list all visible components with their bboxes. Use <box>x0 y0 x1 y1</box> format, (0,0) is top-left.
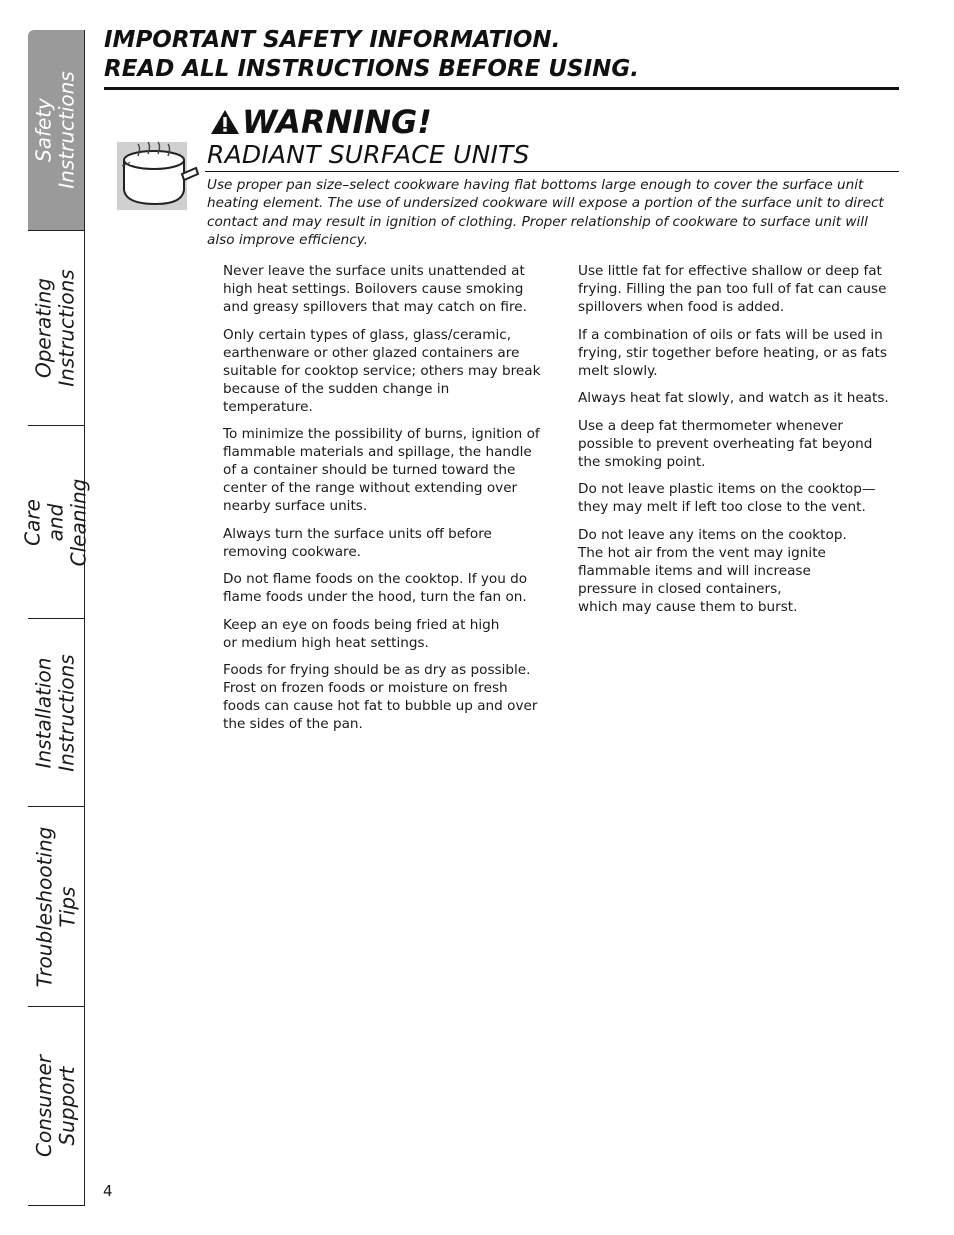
tab-care-and-cleaning[interactable] <box>20 425 91 618</box>
tab-operating-instructions[interactable] <box>28 230 84 425</box>
tab-label: Consumer Support <box>32 1055 80 1157</box>
cooking-pan-icon <box>104 138 200 214</box>
header-line-2: READ ALL INSTRUCTIONS BEFORE USING. <box>104 56 639 82</box>
left-column <box>223 262 543 743</box>
instruction-paragraph: Do not leave plastic items on the cooktop—they may melt if left too close to the vent. <box>578 481 876 515</box>
tab-installation-instructions[interactable] <box>28 618 84 806</box>
instruction-paragraph: Always turn the surface units off before removing cookware. <box>223 525 492 560</box>
tab-label: Troubleshooting Tips <box>32 826 80 987</box>
tab-consumer-support[interactable] <box>28 1006 84 1206</box>
instruction-paragraph: If a combination of oils or fats will be used in frying, stir together before heating, or as fats melt slowly. <box>578 326 887 379</box>
warning-title: WARNING! <box>242 103 432 141</box>
instruction-paragraph: Only certain types of glass, glass/ceramic, earthenware or other glazed containers are suitable for cooktop service; others may break because of the sudden change in temperature. <box>223 326 541 415</box>
instruction-paragraph: Always heat fat slowly, and watch as it heats. <box>578 390 889 406</box>
instruction-paragraph: Do not leave any items on the cooktop. The hot air from the vent may ignite flammable items and will increase pressure in closed containers, which may cause them to burst. <box>578 526 847 615</box>
tab-label: Operating Instructions <box>32 269 79 387</box>
warning-heading <box>210 103 432 141</box>
intro-paragraph: Use proper pan size–select cookware having flat bottoms large enough to cover the surface unit heating element. The use of undersized cookware will expose a portion of the surface unit to direct contact and may result in ignition of clothing. Proper relationship of cookware to surface unit will also improve efficiency. <box>207 177 884 248</box>
title-divider <box>205 171 899 172</box>
instruction-paragraph: Do not flame foods on the cooktop. If you do flame foods under the hood, turn the fan on. <box>223 571 528 605</box>
instruction-paragraph: Use little fat for effective shallow or deep fat frying. Filling the pan too full of fat can cause spillovers when food is added. <box>578 263 887 315</box>
right-column <box>578 262 894 625</box>
tab-safety-instructions[interactable] <box>28 30 84 230</box>
header-line-1: IMPORTANT SAFETY INFORMATION. <box>104 27 561 53</box>
warning-triangle-icon <box>210 108 240 136</box>
instruction-paragraph: Foods for frying should be as dry as possible. Frost on frozen foods or moisture on fresh foods can cause hot fat to bubble up and over the sides of the pan. <box>223 662 538 732</box>
tab-label: Care and Cleaning <box>20 478 91 566</box>
tab-label: Installation Instructions <box>32 653 79 772</box>
section-tabs <box>20 30 91 1206</box>
tab-troubleshooting-tips[interactable] <box>28 806 84 1006</box>
section-title: RADIANT SURFACE UNITS <box>207 140 530 169</box>
instruction-paragraph: Keep an eye on foods being fried at high or medium high heat settings. <box>223 616 500 651</box>
page-header <box>104 26 899 90</box>
tab-label: Safety Instructions <box>32 71 80 189</box>
instruction-paragraph: Use a deep fat thermometer whenever possible to prevent overheating fat beyond the smoking point. <box>578 417 873 470</box>
page-number: 4 <box>103 1182 113 1200</box>
instruction-paragraph: Never leave the surface units unattended at high heat settings. Boilovers cause smoking and greasy spillovers that may catch on fire. <box>223 263 527 315</box>
instruction-paragraph: To minimize the possibility of burns, ignition of flammable materials and spillage, the handle of a container should be turned toward the center of the range without extending over nearby surface units. <box>223 426 540 514</box>
